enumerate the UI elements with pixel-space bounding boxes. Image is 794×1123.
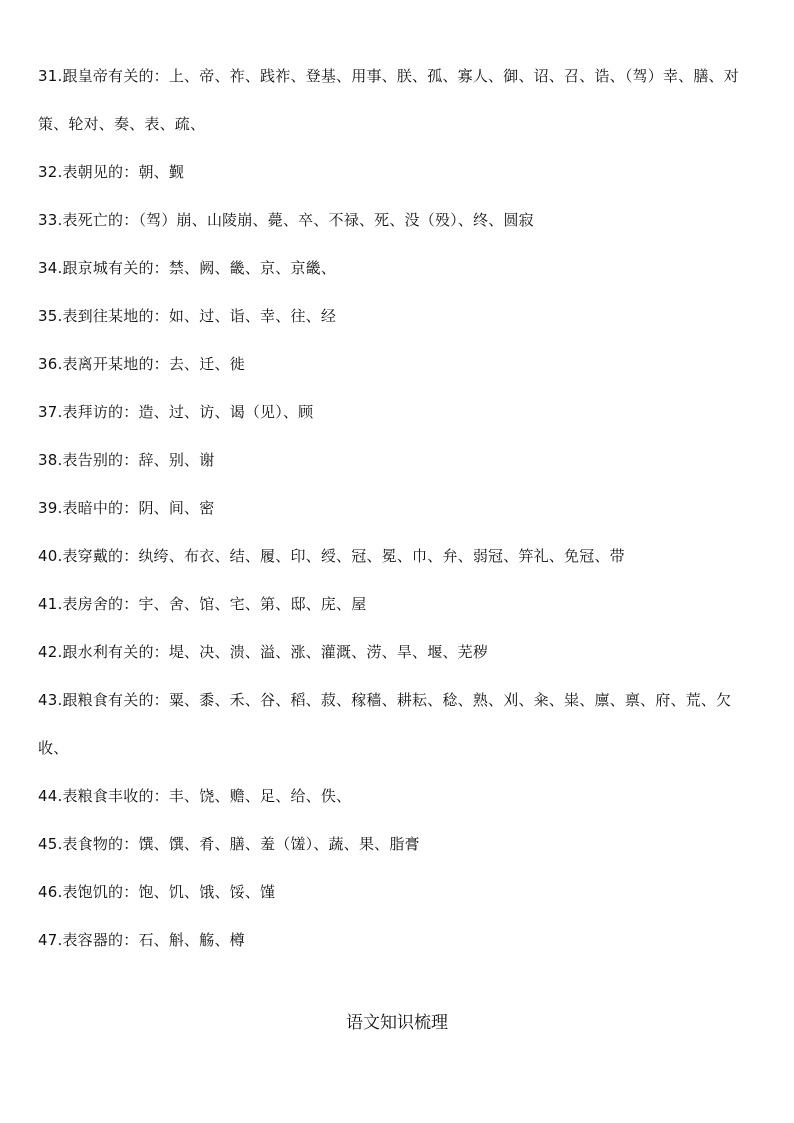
entry-47: 47.表容器的：石、斛、觞、樽	[38, 931, 245, 949]
entry-31: 31.跟皇帝有关的：上、帝、祚、践祚、登基、用事、朕、孤、寡人、御、诏、召、诰、（驾）幸、膳、对策、轮对、奏、表、疏、	[38, 67, 739, 133]
entry-41: 41.表房舍的：宇、舍、馆、宅、第、邸、庑、屋	[38, 595, 367, 613]
entry-36: 36.表离开某地的：去、迁、徙	[38, 355, 245, 373]
entry-37: 37.表拜访的：造、过、访、谒（见）、顾	[38, 403, 314, 421]
entry-45: 45.表食物的：馔、馔、肴、膳、羞（馐）、蔬、果、脂膏	[38, 835, 420, 853]
entry-list	[38, 52, 756, 964]
entry-39: 39.表暗中的：阴、间、密	[38, 499, 215, 517]
entry-35: 35.表到往某地的：如、过、诣、幸、往、经	[38, 307, 337, 325]
entry-33: 33.表死亡的：（驾）崩、山陵崩、薨、卒、不禄、死、没（殁）、终、圆寂	[38, 211, 534, 229]
entry-46: 46.表饱饥的：饱、饥、饿、馁、馑	[38, 883, 276, 901]
entry-38: 38.表告别的：辞、别、谢	[38, 451, 215, 469]
entry-40: 40.表穿戴的：纨绔、布衣、结、履、印、绶、冠、冕、巾、弁、弱冠、笄礼、免冠、带	[38, 547, 625, 565]
entry-32: 32.表朝见的：朝、觐	[38, 163, 185, 181]
entry-42: 42.跟水利有关的：堤、决、溃、溢、涨、灌溉、涝、旱、堰、芜秽	[38, 643, 489, 661]
entry-44: 44.表粮食丰收的：丰、饶、赡、足、给、佚、	[38, 787, 352, 805]
entry-34: 34.跟京城有关的：禁、阙、畿、京、京畿、	[38, 259, 337, 277]
entry-43: 43.跟粮食有关的：粟、黍、禾、谷、稻、菽、稼穑、耕耘、稔、熟、刈、籴、粜、廪、禀、府、荒、欠收、	[38, 691, 732, 757]
footer-title: 语文知识梳理	[346, 1013, 448, 1033]
